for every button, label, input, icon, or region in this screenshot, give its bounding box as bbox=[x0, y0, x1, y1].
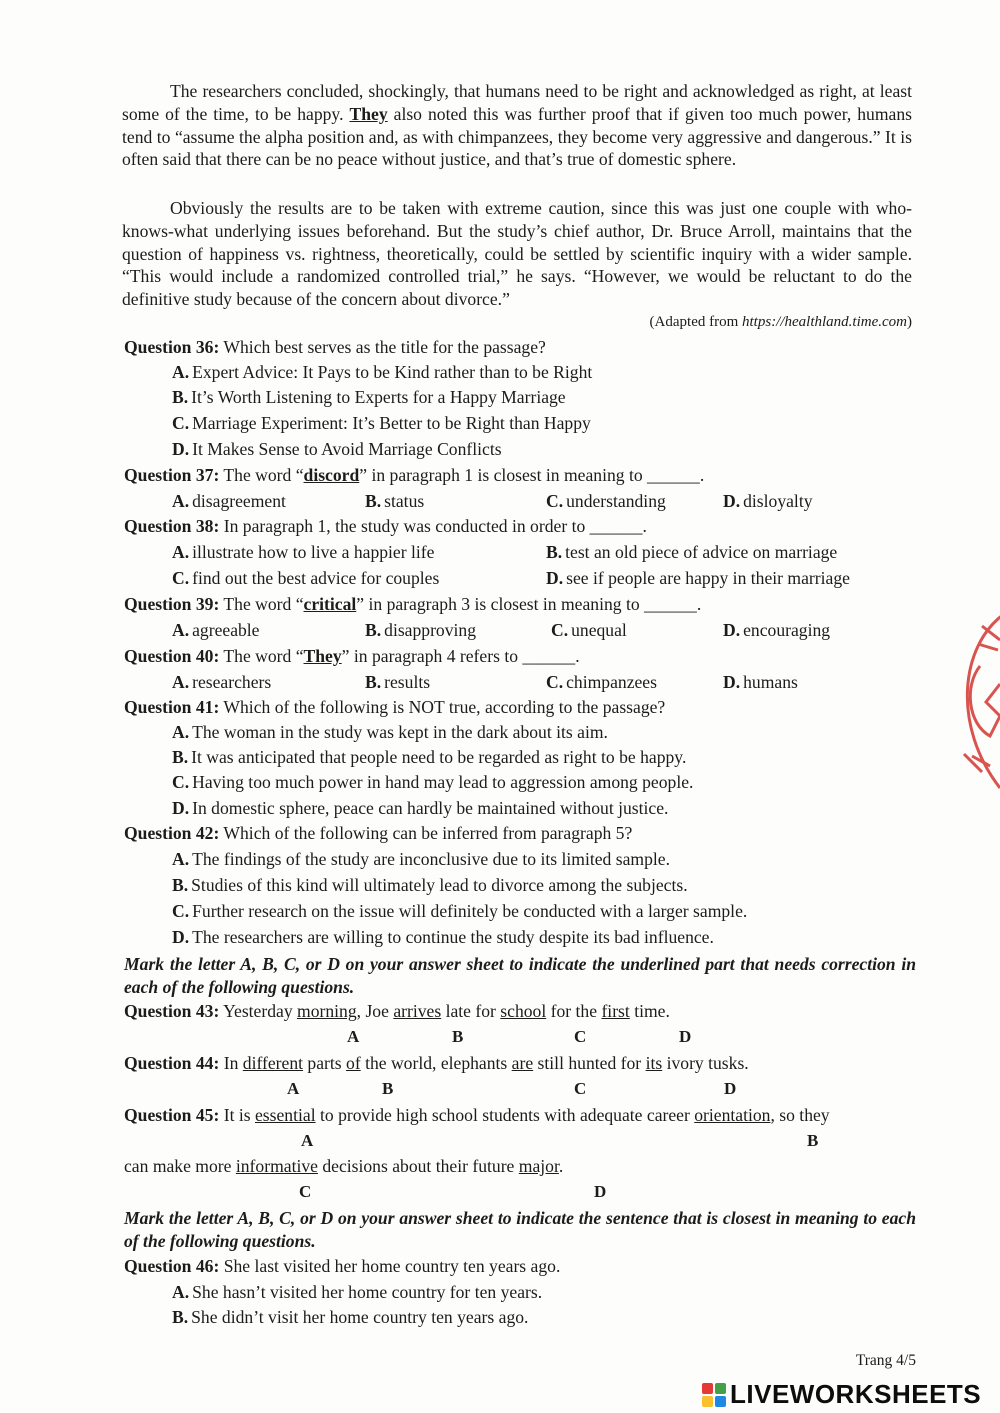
option-38-d[interactable]: D. see if people are happy in their marriage bbox=[546, 568, 850, 588]
option-42-b[interactable]: B. Studies of this kind will ultimately lead to divorce among the subjects. bbox=[172, 875, 688, 895]
brand-name: LIVEWORKSHEETS bbox=[730, 1379, 982, 1409]
liveworksheets-brand[interactable] bbox=[702, 1379, 981, 1410]
logo-tile bbox=[702, 1396, 713, 1407]
question-45: Question 45: It is essential to provide high school students with adequate career orientation, so they bbox=[124, 1105, 830, 1125]
option-46-a[interactable]: A. She hasn’t visited her home country for ten years. bbox=[172, 1282, 543, 1302]
option-36-c[interactable]: C. Marriage Experiment: It’s Better to be Right than Happy bbox=[172, 413, 591, 433]
question-36: Question 36: Which best serves as the title for the passage? bbox=[124, 337, 546, 357]
letter-44-b: B bbox=[382, 1079, 394, 1098]
option-37-b[interactable]: B. status bbox=[365, 491, 425, 511]
letter-44-c: C bbox=[574, 1079, 587, 1098]
option-46-b[interactable]: B. She didn’t visit her home country ten years ago. bbox=[172, 1307, 529, 1327]
letter-45-d: D bbox=[594, 1182, 607, 1201]
underline-45-a[interactable]: essential bbox=[255, 1105, 316, 1125]
option-40-d[interactable]: D. humans bbox=[723, 672, 798, 692]
option-36-b[interactable]: B. It’s Worth Listening to Experts for a Happy Marriage bbox=[172, 387, 566, 407]
option-42-a[interactable]: A. The findings of the study are inconclusive due to its limited sample. bbox=[172, 849, 670, 869]
question-46: Question 46: She last visited her home country ten years ago. bbox=[124, 1256, 561, 1276]
passage-paragraph-5: Obviously the results are to be taken with extreme caution, since this was just one couple with who-knows-what underlying issues beforehand. But the study’s chief author, Dr. Bruce Arroll, maintains that the question of happiness vs. rightness, theoretically, could be settled by scientific inquiry with a wider sample. “This would include a randomized controlled trial,” he says. “However, we would be reluctant to do the definitive study because of the concern about divorce.” bbox=[122, 198, 912, 310]
underlined-word-they: They bbox=[349, 103, 388, 124]
option-36-a[interactable]: A. Expert Advice: It Pays to be Kind rather than to be Right bbox=[172, 362, 593, 382]
question-38: Question 38: In paragraph 1, the study was conducted in order to ______. bbox=[124, 516, 647, 536]
letter-43-a: A bbox=[347, 1027, 360, 1046]
option-40-a[interactable]: A. researchers bbox=[172, 672, 272, 692]
option-39-b[interactable]: B. disapproving bbox=[365, 620, 477, 640]
letter-44-d: D bbox=[724, 1079, 737, 1098]
option-38-c[interactable]: C. find out the best advice for couples bbox=[172, 568, 440, 588]
option-39-a[interactable]: A. agreeable bbox=[172, 620, 260, 640]
red-seal-stamp bbox=[942, 606, 1000, 796]
option-38-b[interactable]: B. test an old piece of advice on marriage bbox=[546, 542, 838, 562]
underline-43-a[interactable]: morning bbox=[297, 1001, 357, 1021]
letter-45-c: C bbox=[299, 1182, 312, 1201]
underline-43-d[interactable]: first bbox=[601, 1001, 630, 1021]
stamp-emblem bbox=[970, 666, 1000, 736]
letter-44-a: A bbox=[287, 1079, 300, 1098]
underline-44-a[interactable]: different bbox=[242, 1053, 304, 1073]
question-43: Question 43: Yesterday morning, Joe arrives late for school for the first time. bbox=[124, 1001, 670, 1021]
letter-43-d: D bbox=[679, 1027, 692, 1046]
letter-45-b: B bbox=[807, 1131, 819, 1150]
question-41: Question 41: Which of the following is NOT true, according to the passage? bbox=[124, 697, 666, 717]
option-40-c[interactable]: C. chimpanzees bbox=[546, 672, 657, 692]
question-44: Question 44: In different parts of the world, elephants are still hunted for its ivory tusks. bbox=[124, 1053, 749, 1073]
option-37-c[interactable]: C. understanding bbox=[546, 491, 666, 511]
instruction-error-identification: Mark the letter A, B, C, or D on your answer sheet to indicate the underlined part that needs correction in each of the following questions. bbox=[124, 954, 916, 997]
logo-tile bbox=[715, 1383, 726, 1394]
option-40-b[interactable]: B. results bbox=[365, 672, 431, 692]
option-41-a[interactable]: A. The woman in the study was kept in the dark about its aim. bbox=[172, 722, 608, 742]
question-45-continued: can make more informative decisions about their future major. bbox=[124, 1156, 564, 1176]
option-39-d[interactable]: D. encouraging bbox=[723, 620, 831, 640]
underline-43-b[interactable]: arrives bbox=[393, 1001, 442, 1021]
letter-43-b: B bbox=[452, 1027, 464, 1046]
underline-43-c[interactable]: school bbox=[500, 1001, 547, 1021]
page-number: Trang 4/5 bbox=[855, 1352, 916, 1369]
underline-45-c[interactable]: informative bbox=[235, 1156, 318, 1176]
letter-45-a: A bbox=[301, 1131, 314, 1150]
underline-44-c[interactable]: are bbox=[511, 1053, 534, 1073]
option-37-d[interactable]: D. disloyalty bbox=[723, 491, 813, 511]
source-link[interactable]: https://healthland.time.com bbox=[742, 314, 907, 330]
option-41-c[interactable]: C. Having too much power in hand may lead to aggression among people. bbox=[172, 772, 694, 792]
passage-paragraph-4: The researchers concluded, shockingly, that humans need to be right and acknowledged as right, at least some of the time, to be happy. They also noted this was further proof that if given too much power, humans tend to “assume the alpha position and, as with chimpanzees, they become very aggressive and dangerous.” It is often said that there can be no peace without justice, and that’s true of domestic sphere. bbox=[122, 81, 912, 170]
logo-tile bbox=[702, 1383, 713, 1394]
letter-43-c: C bbox=[574, 1027, 587, 1046]
question-40: Question 40: The word “They” in paragraph 4 refers to ______. bbox=[124, 646, 580, 666]
option-39-c[interactable]: C. unequal bbox=[551, 620, 627, 640]
underline-44-b[interactable]: of bbox=[346, 1053, 361, 1073]
option-36-d[interactable]: D. It Makes Sense to Avoid Marriage Conflicts bbox=[172, 439, 502, 459]
question-39: Question 39: The word “critical” in paragraph 3 is closest in meaning to ______. bbox=[124, 594, 702, 614]
question-42: Question 42: Which of the following can be inferred from paragraph 5? bbox=[124, 823, 633, 843]
option-38-a[interactable]: A. illustrate how to live a happier life bbox=[172, 542, 435, 562]
underline-45-d[interactable]: major bbox=[518, 1156, 559, 1176]
option-41-b[interactable]: B. It was anticipated that people need to be regarded as right to be happy. bbox=[172, 747, 687, 767]
liveworksheets-logo-icon bbox=[702, 1383, 726, 1407]
logo-tile bbox=[715, 1396, 726, 1407]
underline-45-b[interactable]: orientation bbox=[694, 1105, 771, 1125]
option-41-d[interactable]: D. In domestic sphere, peace can hardly be maintained without justice. bbox=[172, 798, 669, 818]
option-42-d[interactable]: D. The researchers are willing to continue the study despite its bad influence. bbox=[172, 927, 714, 947]
instruction-sentence-transformation: Mark the letter A, B, C, or D on your answer sheet to indicate the sentence that is closest in meaning to each of the following questions. bbox=[124, 1208, 916, 1251]
option-42-c[interactable]: C. Further research on the issue will definitely be conducted with a larger sample. bbox=[172, 901, 748, 921]
source-citation: (Adapted from https://healthland.time.com) bbox=[649, 314, 912, 330]
question-37: Question 37: The word “discord” in paragraph 1 is closest in meaning to ______. bbox=[124, 465, 705, 485]
option-37-a[interactable]: A. disagreement bbox=[172, 491, 286, 511]
underline-44-d[interactable]: its bbox=[645, 1053, 663, 1073]
